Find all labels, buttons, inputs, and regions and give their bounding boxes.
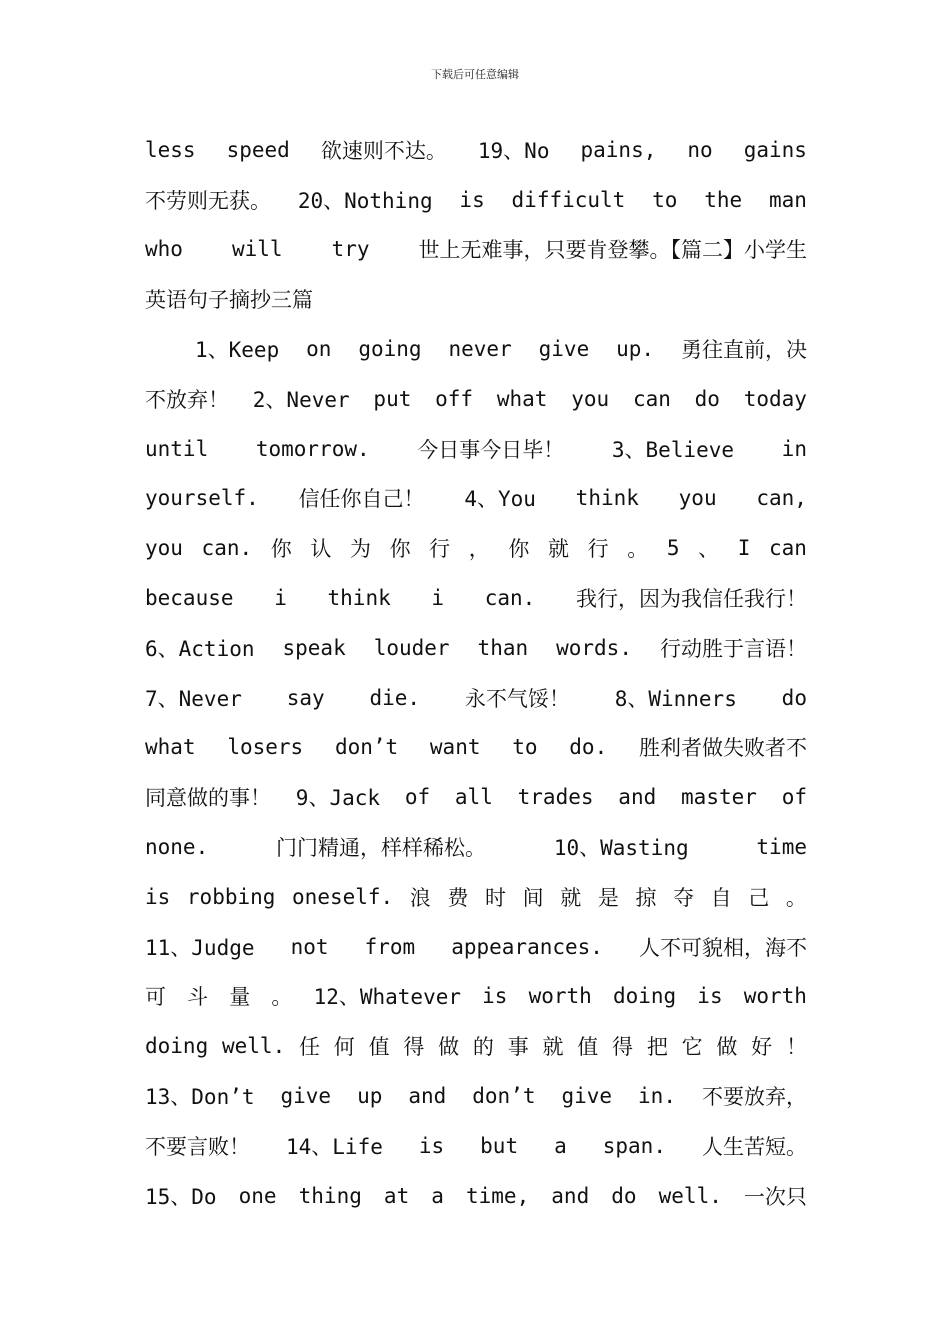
- text-segment: 把: [646, 1035, 668, 1060]
- text-segment: will: [231, 237, 283, 262]
- text-segment: 20、Nothing: [297, 188, 433, 213]
- text-segment: put: [373, 386, 412, 411]
- text-segment: 认: [310, 537, 332, 562]
- text-segment: 3、Believe: [611, 437, 735, 462]
- text-segment: 就: [560, 885, 582, 910]
- text-line: [145, 872, 807, 922]
- text-segment: do: [611, 1183, 637, 1208]
- text-segment: you: [678, 486, 717, 511]
- text-segment: 6、Action: [145, 636, 255, 661]
- text-segment: no: [687, 137, 713, 162]
- text-segment: one: [238, 1183, 277, 1208]
- text-line: [145, 374, 807, 424]
- text-segment: not: [290, 934, 329, 959]
- text-segment: well.: [222, 1034, 286, 1059]
- text-line: [145, 474, 807, 524]
- text-segment: tomorrow.: [255, 436, 370, 461]
- text-segment: 今日事今日毕！: [417, 437, 565, 462]
- text-segment: i: [431, 586, 445, 611]
- text-segment: worth: [528, 984, 592, 1009]
- text-segment: 19、No: [477, 138, 550, 163]
- text-segment: than: [477, 635, 529, 660]
- text-segment: 得: [403, 1035, 425, 1060]
- text-segment: 己: [748, 885, 770, 910]
- text-segment: die.: [369, 685, 421, 710]
- text-segment: louder: [373, 635, 450, 660]
- text-segment: up.: [616, 337, 655, 362]
- text-segment: never: [448, 337, 512, 362]
- text-segment: can.: [484, 586, 536, 611]
- text-segment: 量: [229, 985, 251, 1010]
- text-segment: and: [551, 1183, 590, 1208]
- text-segment: do.: [569, 735, 608, 760]
- text-segment: 12、Whatever: [313, 985, 461, 1010]
- text-segment: but: [480, 1133, 519, 1158]
- text-segment: you: [145, 536, 183, 561]
- document-body: [145, 125, 807, 1221]
- text-line: [145, 324, 807, 374]
- text-segment: 人不可貌相，海不: [639, 935, 807, 960]
- text-segment: from: [364, 934, 416, 959]
- text-segment: and: [618, 785, 657, 810]
- text-segment: doing: [145, 1034, 209, 1059]
- text-segment: 2、Never: [252, 387, 350, 412]
- text-segment: who: [145, 237, 183, 262]
- text-line: [145, 623, 807, 673]
- text-segment: what: [145, 735, 196, 760]
- text-segment: 。: [785, 885, 807, 910]
- text-line: [145, 523, 807, 573]
- text-segment: 我行，因为我信任我行！: [575, 587, 807, 612]
- text-segment: up: [357, 1084, 383, 1109]
- text-segment: a: [554, 1133, 567, 1158]
- text-segment: try: [331, 237, 370, 262]
- text-line: [145, 274, 807, 324]
- text-segment: none.: [145, 835, 209, 860]
- text-segment: 浪: [409, 885, 431, 910]
- text-segment: yourself.: [145, 486, 259, 511]
- text-segment: 夺: [673, 885, 695, 910]
- text-segment: at: [383, 1183, 410, 1208]
- text-segment: 不要放弃，: [701, 1085, 807, 1110]
- text-segment: 1、Keep: [195, 338, 280, 363]
- text-segment: going: [358, 337, 422, 362]
- text-segment: 斗: [187, 985, 209, 1010]
- text-segment: don’t: [472, 1084, 536, 1109]
- text-segment: 门门精通，样样稀松。: [276, 836, 487, 861]
- text-segment: to: [512, 735, 538, 760]
- text-segment: 事: [507, 1035, 529, 1060]
- text-segment: master: [681, 785, 757, 810]
- text-segment: of: [404, 785, 431, 810]
- text-segment: 永不气馁！: [464, 686, 570, 711]
- text-segment: 任: [299, 1035, 320, 1060]
- text-segment: think: [327, 586, 391, 611]
- text-segment: can.: [201, 536, 253, 561]
- text-segment: difficult: [511, 187, 626, 212]
- text-segment: can: [632, 386, 671, 411]
- text-segment: 、: [698, 537, 720, 562]
- text-segment: less: [145, 137, 196, 162]
- text-segment: in: [781, 436, 807, 461]
- text-segment: 9、Jack: [295, 786, 381, 811]
- text-segment: 14、Life: [286, 1134, 383, 1159]
- text-segment: 做: [438, 1035, 460, 1060]
- text-segment: say: [286, 685, 325, 710]
- text-segment: losers: [227, 735, 304, 760]
- text-segment: and: [408, 1084, 447, 1109]
- text-segment: 11、Judge: [145, 935, 255, 960]
- text-line: [145, 125, 807, 175]
- text-segment: all: [454, 785, 493, 810]
- text-segment: think: [575, 486, 639, 511]
- text-segment: 15、Do: [145, 1184, 217, 1209]
- text-segment: 信任你自己！: [298, 487, 425, 512]
- text-segment: speed: [226, 137, 290, 162]
- text-segment: 一次只: [743, 1184, 807, 1209]
- text-segment: gains: [743, 137, 807, 162]
- text-segment: 值: [368, 1035, 390, 1060]
- text-segment: 费: [447, 885, 469, 910]
- text-line: [145, 1121, 807, 1171]
- text-segment: 就: [542, 1035, 564, 1060]
- text-segment: 10、Wasting: [553, 836, 689, 861]
- text-segment: 欲速则不达。: [320, 138, 447, 163]
- text-segment: what: [496, 386, 548, 411]
- text-segment: ！: [785, 1035, 807, 1060]
- text-segment: want: [429, 735, 481, 760]
- text-segment: of: [781, 785, 807, 810]
- text-segment: worth: [743, 984, 807, 1009]
- text-segment: 是: [597, 885, 619, 910]
- text-segment: 不要言败！: [145, 1134, 250, 1159]
- text-segment: 英语句子摘抄三篇: [145, 288, 313, 313]
- text-segment: 行动胜于言语！: [659, 636, 807, 661]
- text-segment: the: [704, 187, 743, 212]
- text-segment: is: [145, 884, 171, 909]
- text-line: [145, 822, 807, 872]
- text-segment: time,: [466, 1183, 530, 1208]
- text-segment: ，: [468, 537, 490, 562]
- text-line: [145, 175, 807, 225]
- text-line: [145, 1171, 807, 1221]
- text-segment: words.: [556, 635, 632, 660]
- text-line: [145, 573, 807, 623]
- text-segment: until: [145, 436, 209, 461]
- text-segment: 7、Never: [145, 686, 242, 711]
- text-segment: oneself.: [292, 884, 394, 909]
- text-segment: I: [737, 536, 751, 561]
- text-segment: appearances.: [451, 934, 603, 959]
- text-segment: give: [280, 1084, 332, 1109]
- text-segment: 胜利者做失败者不: [638, 736, 807, 761]
- text-segment: 时: [485, 885, 507, 910]
- text-segment: do: [694, 386, 720, 411]
- text-segment: 你: [270, 537, 292, 562]
- text-segment: do: [781, 685, 807, 710]
- text-line: [145, 723, 807, 773]
- text-segment: 行: [587, 537, 609, 562]
- page-header: 下载后可任意编辑: [431, 68, 519, 81]
- text-segment: 掠: [635, 885, 657, 910]
- text-segment: 好: [751, 1035, 773, 1060]
- text-segment: a: [431, 1183, 444, 1208]
- text-segment: thing: [298, 1183, 362, 1208]
- text-segment: give: [538, 337, 590, 362]
- text-segment: 。: [627, 537, 649, 562]
- text-segment: you: [571, 386, 610, 411]
- text-segment: don’t: [334, 735, 399, 760]
- text-segment: well.: [658, 1183, 722, 1208]
- text-line: [145, 922, 807, 972]
- text-segment: 13、Don’t: [145, 1085, 255, 1110]
- text-segment: 5: [666, 536, 680, 561]
- text-segment: 不放弃！: [145, 387, 229, 412]
- text-segment: can,: [756, 486, 807, 511]
- text-segment: 的: [472, 1035, 494, 1060]
- text-segment: is: [459, 187, 485, 212]
- text-segment: in.: [638, 1084, 676, 1109]
- text-line: [145, 424, 807, 474]
- text-segment: i: [274, 586, 287, 611]
- text-segment: off: [435, 386, 474, 411]
- text-line: [145, 772, 807, 822]
- text-segment: 何: [333, 1035, 355, 1060]
- text-segment: on: [306, 337, 332, 362]
- text-segment: is: [482, 984, 508, 1009]
- text-segment: pains,: [580, 137, 657, 162]
- text-segment: is: [418, 1133, 445, 1158]
- text-segment: 你: [508, 537, 530, 562]
- text-segment: 得: [612, 1035, 634, 1060]
- text-segment: speak: [282, 635, 346, 660]
- text-segment: 同意做的事！: [145, 786, 271, 811]
- text-segment: is: [697, 984, 723, 1009]
- text-segment: 可: [145, 985, 166, 1010]
- text-segment: 值: [577, 1035, 599, 1060]
- text-segment: 不劳则无获。: [145, 188, 271, 213]
- text-segment: doing: [612, 984, 677, 1009]
- text-segment: 行: [429, 537, 451, 562]
- text-segment: 人生苦短。: [701, 1134, 807, 1159]
- text-segment: 它: [681, 1035, 703, 1060]
- text-segment: to: [652, 187, 678, 212]
- text-segment: time: [756, 835, 807, 860]
- text-segment: 做: [716, 1035, 738, 1060]
- text-segment: man: [769, 187, 807, 212]
- text-segment: 。: [271, 985, 293, 1010]
- text-segment: robbing: [186, 884, 276, 909]
- text-segment: 为: [349, 537, 371, 562]
- text-segment: trades: [517, 785, 594, 810]
- text-segment: 世上无难事，只要肯登攀。【篇二】小学生: [418, 238, 807, 263]
- text-segment: give: [561, 1084, 613, 1109]
- text-line: [145, 1071, 807, 1121]
- text-segment: 勇往直前，决: [681, 338, 807, 363]
- text-segment: 就: [548, 537, 569, 562]
- text-segment: 4、You: [464, 487, 536, 512]
- text-line: [145, 225, 807, 275]
- text-line: [145, 972, 807, 1022]
- text-segment: today: [743, 386, 807, 411]
- text-line: [145, 673, 807, 723]
- text-line: [145, 1021, 807, 1071]
- text-segment: 8、Winners: [614, 686, 737, 711]
- text-segment: 你: [389, 537, 411, 562]
- text-segment: 自: [710, 885, 732, 910]
- text-segment: 间: [522, 885, 544, 910]
- text-segment: because: [145, 586, 234, 611]
- text-segment: span.: [602, 1133, 666, 1158]
- text-segment: can: [768, 536, 807, 561]
